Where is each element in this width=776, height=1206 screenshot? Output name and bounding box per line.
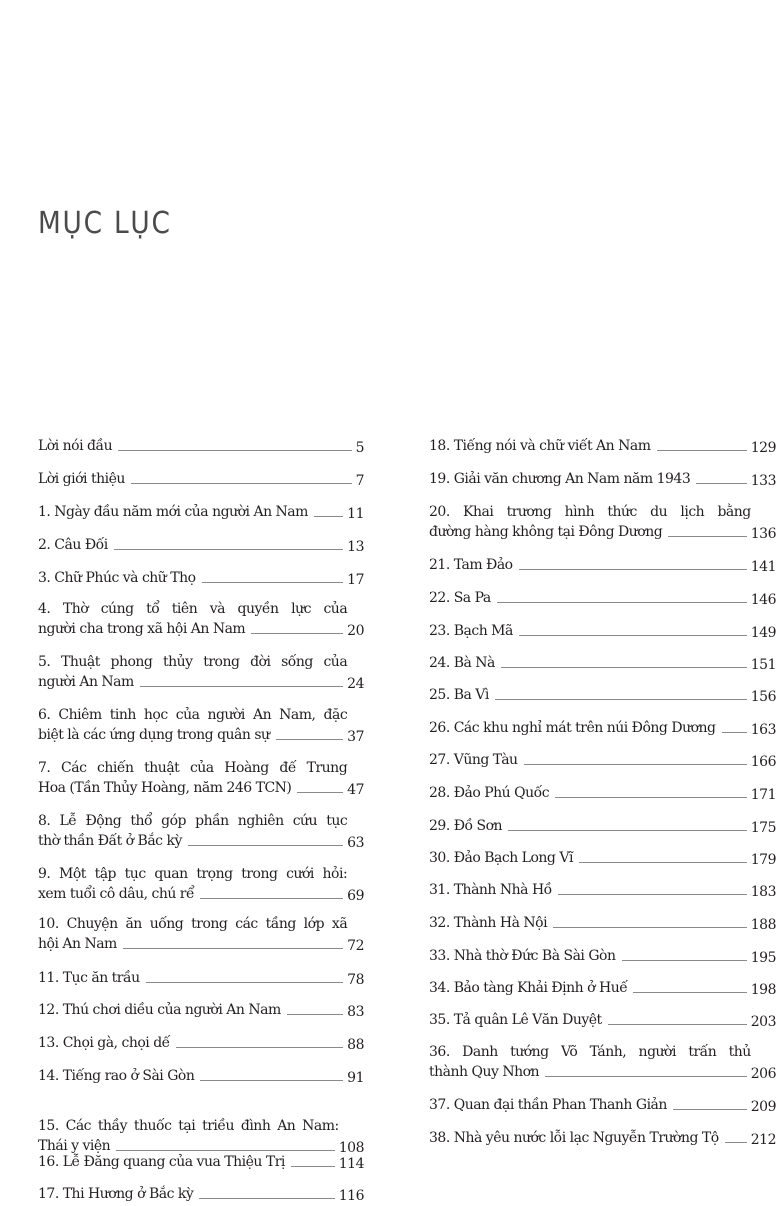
toc-entry-title [38,599,347,639]
toc-entry-title-line: Hoa (Tần Thủy Hoàng, năm 246 TCN) [38,780,292,796]
toc-entry [429,1010,776,1030]
dot-leader [633,992,746,993]
toc-entry-title [429,880,751,900]
toc-entry-title [38,1116,339,1156]
toc-entry [38,469,364,489]
dot-leader [558,894,747,895]
toc-entry-title-line: 31. Thành Nhà Hồ [429,882,552,898]
toc-page-number: 166 [750,754,776,770]
toc-entry [38,1116,364,1156]
toc-entry-title [429,816,751,836]
toc-entry-title-line: 35. Tả quân Lê Văn Duyệt [429,1012,602,1028]
dot-leader [501,667,747,668]
toc-entry-title [429,621,751,641]
toc-entry-title-line: 7. Các chiến thuật của Hoàng đế Trung [38,760,348,776]
toc-entry-title-line: biệt là các ứng dụng trong quân sự [38,727,270,743]
toc-page-number: 212 [750,1132,776,1148]
toc-entry-title-line: xem tuổi cô dâu, chú rể [38,886,195,902]
dot-leader [116,1150,335,1151]
dot-leader [519,635,747,636]
dot-leader [519,569,747,570]
dot-leader [622,960,747,961]
toc-entry [38,568,364,588]
toc-entry-title-line: 30. Đảo Bạch Long Vĩ [429,850,573,866]
toc-page-number: 37 [347,729,364,745]
toc-page-number: 24 [347,676,364,692]
dot-leader [188,845,343,846]
toc-entry [38,1184,364,1204]
toc-entry [429,978,776,998]
toc-entry-title [429,653,751,673]
toc-page-number: 88 [347,1037,364,1053]
toc-entry [38,1000,364,1020]
toc-page-number: 136 [750,526,776,542]
dot-leader [276,739,344,740]
toc-page-number: 78 [347,972,364,988]
toc-entry-title [429,502,751,542]
toc-entry-title-line: 13. Chọi gà, chọi dế [38,1035,170,1051]
dot-leader [314,516,343,517]
toc-entry-title-line: 10. Chuyện ăn uống trong các tầng lớp xã [38,916,348,932]
page-title: MỤC LỤC [38,206,172,241]
toc-entry-title-line: 21. Tam Đảo [429,557,513,573]
toc-entry-title-line: 4. Thờ cúng tổ tiên và quyền lực của [38,601,348,617]
toc-entry-title [38,705,347,745]
toc-entry-title-line: 19. Giải văn chương An Nam năm 1943 [429,471,691,487]
toc-entry-title-line: 12. Thú chơi diều của người An Nam [38,1002,281,1018]
dot-leader [146,982,344,983]
toc-entry-title [38,968,347,988]
toc-entry-title [38,1184,339,1204]
toc-entry-title [429,946,751,966]
dot-leader [291,1166,335,1167]
toc-entry [38,864,364,904]
toc-entry-title [429,783,751,803]
toc-entry-title [429,588,751,608]
toc-page-number: 151 [750,657,776,673]
dot-leader [176,1047,343,1048]
dot-leader [608,1024,747,1025]
toc-entry-title-line: hội An Nam [38,936,117,952]
toc-page-number: 47 [347,782,364,798]
dot-leader [722,732,747,733]
toc-entry [38,1033,364,1053]
toc-page-number: 203 [750,1014,776,1030]
toc-page-number: 179 [750,852,776,868]
toc-entry [38,599,364,639]
toc-entry-title-line: 28. Đảo Phú Quốc [429,785,550,801]
toc-entry-title-line: 37. Quan đại thần Phan Thanh Giản [429,1097,667,1113]
toc-entry-title-line: người cha trong xã hội An Nam [38,621,246,637]
toc-entry-title-line: 33. Nhà thờ Đức Bà Sài Gòn [429,948,616,964]
toc-page-number: 146 [750,592,776,608]
dot-leader [725,1142,747,1143]
toc-entry-title [429,913,751,933]
toc-page-number: 114 [338,1156,364,1172]
toc-entry-title [429,1042,751,1082]
toc-entry-title-line: 24. Bà Nà [429,655,495,671]
dot-leader [140,686,343,687]
toc-entry-title-line: người An Nam [38,674,134,690]
toc-entry-title-line: 14. Tiếng rao ở Sài Gòn [38,1068,195,1084]
toc-entry-title [429,469,751,489]
toc-entry [38,705,364,745]
toc-page-number: 188 [750,917,776,933]
toc-page-number: 171 [750,787,776,803]
dot-leader [524,764,747,765]
toc-entry-title [38,469,356,489]
toc-entry-title-line: 1. Ngày đầu năm mới của người An Nam [38,504,308,520]
toc-entry-title [429,1128,751,1148]
dot-leader [202,582,344,583]
dot-leader [495,699,747,700]
dot-leader [673,1109,747,1110]
toc-entry [429,555,776,575]
toc-page-number: 206 [750,1066,776,1082]
toc-entry [38,914,364,954]
toc-entry [38,436,364,456]
toc-page-number: 69 [347,888,364,904]
toc-entry-title-line: 2. Câu Đối [38,537,108,553]
toc-entry-title [429,1010,751,1030]
toc-entry-title-line: 36. Danh tướng Võ Tánh, người trấn thủ [429,1044,751,1060]
dot-leader [508,830,747,831]
toc-entry-title-line: thành Quy Nhơn [429,1064,540,1080]
toc-entry-title [38,502,347,522]
toc-entry [38,535,364,555]
toc-entry [429,469,776,489]
toc-entry-title-line: 16. Lễ Đăng quang của vua Thiệu Trị [38,1154,285,1170]
toc-entry-title-line: Lời nói đầu [38,438,113,454]
toc-entry [38,502,364,522]
toc-page-number: 209 [750,1099,776,1115]
toc-entry-title-line: 8. Lễ Động thổ góp phần nghiên cứu tục [38,813,348,829]
toc-entry [429,588,776,608]
toc-entry-title [38,758,347,798]
toc-entry-title-line: 17. Thi Hương ở Bắc kỳ [38,1186,194,1202]
toc-entry-title-line: 25. Ba Vì [429,687,489,703]
toc-page-number: 91 [347,1070,364,1086]
toc-entry [38,811,364,851]
toc-entry [429,1095,776,1115]
toc-entry-title [38,1033,347,1053]
toc-entry-title [429,978,751,998]
toc-page-number: 198 [750,982,776,998]
dot-leader [497,602,747,603]
toc-entry-title [429,718,751,738]
toc-entry-title-line: 34. Bảo tàng Khải Định ở Huế [429,980,628,996]
toc-page-number: 116 [338,1188,364,1204]
toc-entry [429,502,776,542]
toc-entry [429,718,776,738]
toc-entry [429,1042,776,1082]
toc-page-number: 63 [347,835,364,851]
toc-page-number: 149 [750,625,776,641]
toc-entry-title-line: 22. Sa Pa [429,590,491,606]
dot-leader [297,792,343,793]
toc-page-number: 83 [347,1004,364,1020]
toc-page-number: 156 [750,689,776,705]
dot-leader [668,536,747,537]
toc-entry [429,848,776,868]
toc-entry-title [38,1152,339,1172]
toc-entry-title [38,535,347,555]
toc-entry-title-line: 32. Thành Hà Nội [429,915,548,931]
toc-entry-title [38,1000,347,1020]
toc-entry-title-line: 27. Vũng Tàu [429,752,518,768]
toc-entry [429,880,776,900]
toc-entry-title-line: Thái y viện [38,1138,111,1154]
toc-entry-title-line: 6. Chiêm tinh học của người An Nam, đặc [38,707,348,723]
dot-leader [114,549,343,550]
dot-leader [118,450,351,451]
toc-page-number: 7 [355,473,364,489]
dot-leader [123,948,343,949]
toc-entry-title-line: 18. Tiếng nói và chữ viết An Nam [429,438,651,454]
dot-leader [131,483,352,484]
dot-leader [579,862,747,863]
toc-page-number: 20 [347,623,364,639]
toc-entry-title-line: 3. Chữ Phúc và chữ Thọ [38,570,196,586]
toc-entry [429,783,776,803]
dot-leader [545,1076,747,1077]
toc-entry [429,750,776,770]
toc-page-number: 129 [750,440,776,456]
toc-entry-title-line: đường hàng không tại Đông Dương [429,524,663,540]
dot-leader [199,1198,334,1199]
toc-entry-title [429,1095,751,1115]
toc-page-number: 17 [347,572,364,588]
toc-entry-title [38,652,347,692]
toc-entry-title [429,436,751,456]
toc-entry-title [429,848,751,868]
dot-leader [200,1080,343,1081]
toc-entry-title-line: Lời giới thiệu [38,471,125,487]
toc-entry-title-line: 9. Một tập tục quan trọng trong cưới hỏi: [38,866,348,882]
toc-entry-title-line: thờ thần Đất ở Bắc kỳ [38,833,182,849]
toc-page-number: 5 [355,440,364,456]
toc-entry [38,968,364,988]
toc-page-number: 175 [750,820,776,836]
toc-entry [429,621,776,641]
dot-leader [555,797,747,798]
toc-entry-title [429,750,751,770]
dot-leader [251,633,343,634]
toc-entry [429,653,776,673]
toc-page-number: 195 [750,950,776,966]
toc-entry-title [429,685,751,705]
toc-entry-title-line: 5. Thuật phong thủy trong đời sống của [38,654,348,670]
toc-entry-title-line: 29. Đồ Sơn [429,818,503,834]
toc-entry-title-line: 23. Bạch Mã [429,623,513,639]
toc-entry [429,436,776,456]
toc-entry [38,652,364,692]
dot-leader [287,1014,343,1015]
toc-page-number: 72 [347,938,364,954]
toc-entry [429,946,776,966]
toc-entry-title-line: 38. Nhà yêu nước lỗi lạc Nguyễn Trường Tộ [429,1130,719,1146]
toc-entry-title [38,568,347,588]
toc-entry [429,685,776,705]
toc-page-number: 108 [338,1140,364,1156]
dot-leader [200,898,343,899]
toc-entry-title [38,914,347,954]
toc-entry [429,913,776,933]
toc-entry-title [429,555,751,575]
toc-entry [429,816,776,836]
toc-page-number: 133 [750,473,776,489]
toc-entry-title [38,436,356,456]
toc-page-number: 141 [750,559,776,575]
toc-entry [38,758,364,798]
dot-leader [696,483,747,484]
dot-leader [553,927,747,928]
toc-page-number: 13 [347,539,364,555]
toc-entry [38,1152,364,1172]
toc-entry-title-line: 26. Các khu nghỉ mát trên núi Đông Dương [429,720,716,736]
toc-page-number: 183 [750,884,776,900]
toc-entry-title-line: 15. Các thầy thuốc tại triều đình An Nam: [38,1118,339,1134]
toc-entry-title-line: 11. Tục ăn trầu [38,970,140,986]
toc-entry-title [38,811,347,851]
dot-leader [657,450,747,451]
toc-page-number: 11 [347,506,364,522]
toc-entry [429,1128,776,1148]
toc-entry [38,1066,364,1086]
toc-entry-title-line: 20. Khai trương hình thức du lịch bằng [429,504,751,520]
toc-page-number: 163 [750,722,776,738]
toc-entry-title [38,1066,347,1086]
toc-entry-title [38,864,347,904]
